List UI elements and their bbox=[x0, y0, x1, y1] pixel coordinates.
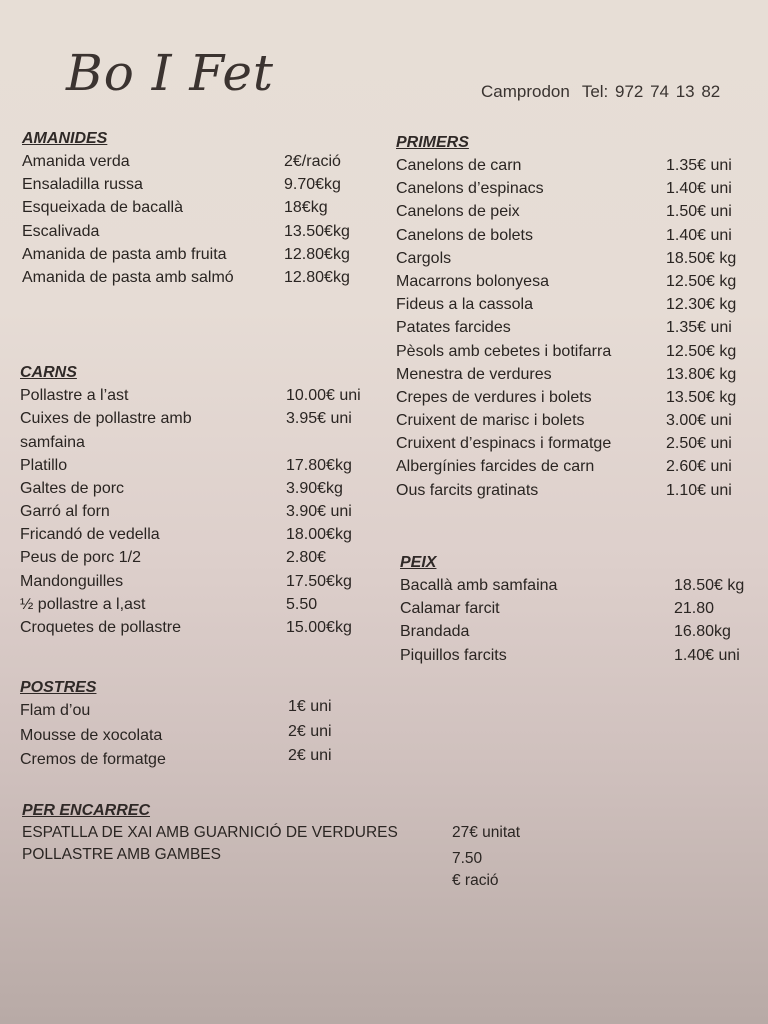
item-name: Ensaladilla russa bbox=[22, 176, 143, 194]
item-price: 15.00€kg bbox=[286, 618, 352, 636]
item-price: 2.50€ uni bbox=[666, 435, 732, 453]
section-amanides bbox=[22, 128, 372, 289]
item-name: Mousse de xocolata bbox=[20, 726, 163, 744]
phone-number: Tel: 972 74 13 82 bbox=[581, 82, 721, 101]
item-price: 3.90€ uni bbox=[286, 502, 352, 520]
item-price: 2.60€ uni bbox=[666, 458, 732, 476]
item-price: 17.50€kg bbox=[286, 572, 352, 590]
item-name: Canelons d’espinacs bbox=[396, 180, 544, 198]
section-title: PER ENCARREC bbox=[22, 802, 151, 819]
item-name: ½ pollastre a l,ast bbox=[20, 595, 146, 613]
item-price: 1.35€ uni bbox=[666, 319, 732, 337]
item-price: 12.80€kg bbox=[284, 268, 350, 286]
menu-item bbox=[20, 500, 370, 523]
section-title: PRIMERS bbox=[396, 134, 469, 151]
item-price: 12.50€ kg bbox=[666, 272, 737, 290]
item-name: Peus de porc 1/2 bbox=[20, 549, 141, 567]
item-name: Brandada bbox=[400, 623, 470, 641]
menu-item bbox=[22, 243, 372, 266]
section-peix bbox=[400, 552, 760, 667]
item-name: Fideus a la cassola bbox=[396, 296, 533, 314]
item-name: Cargols bbox=[396, 249, 452, 267]
item-price: 9.70€kg bbox=[284, 176, 341, 194]
section-primers bbox=[396, 132, 756, 502]
menu-item bbox=[22, 822, 542, 844]
item-price: 5.50 bbox=[286, 595, 318, 613]
menu-item bbox=[396, 386, 756, 409]
item-price: 12.30€ kg bbox=[666, 296, 737, 314]
item-name: Piquillos farcits bbox=[400, 646, 507, 664]
item-name: Canelons de carn bbox=[396, 157, 522, 174]
section-carns bbox=[20, 362, 370, 639]
item-price: 1€ uni bbox=[288, 698, 332, 715]
item-name: Cruixent d’espinacs i formatge bbox=[396, 435, 612, 453]
item-price: 1.40€ uni bbox=[674, 646, 740, 664]
item-name: Ous farcits gratinats bbox=[396, 481, 539, 499]
item-price: 13.50€kg bbox=[284, 222, 350, 240]
item-name: POLLASTRE AMB GAMBES bbox=[22, 846, 221, 863]
section-postres bbox=[20, 677, 370, 773]
item-price: 1.50€ uni bbox=[666, 203, 732, 221]
item-name: Platillo bbox=[20, 456, 68, 474]
item-name: Cuixes de pollastre amb samfaina bbox=[20, 410, 192, 452]
item-price: 2.80€ bbox=[286, 549, 327, 567]
item-name: Canelons de bolets bbox=[396, 226, 533, 244]
item-price: 18.50€ kg bbox=[674, 577, 745, 594]
item-name: Amanida verda bbox=[22, 153, 130, 170]
item-name: Albergínies farcides de carn bbox=[396, 458, 595, 476]
menu-item bbox=[20, 477, 370, 500]
menu-item bbox=[396, 409, 756, 432]
menu-item bbox=[396, 224, 756, 247]
item-price: 27€ unitat bbox=[452, 824, 521, 841]
item-name: Menestra de verdures bbox=[396, 365, 552, 383]
item-price: 7.50 bbox=[452, 850, 483, 867]
menu-item bbox=[20, 570, 370, 593]
item-name: Escalivada bbox=[22, 222, 100, 240]
item-price: 13.50€ kg bbox=[666, 388, 737, 406]
item-name: Canelons de peix bbox=[396, 203, 520, 221]
item-price: 12.50€ kg bbox=[666, 342, 737, 360]
menu-item bbox=[20, 593, 370, 616]
item-name: Galtes de porc bbox=[20, 479, 125, 497]
item-price: 3.95€ uni bbox=[286, 410, 352, 428]
contact-info bbox=[481, 82, 720, 102]
item-name: Croquetes de pollastre bbox=[20, 618, 181, 636]
menu-item bbox=[396, 340, 756, 363]
item-price-unit: € ració bbox=[452, 872, 499, 889]
menu-item bbox=[20, 384, 370, 407]
menu-item bbox=[22, 150, 372, 173]
menu-item bbox=[20, 546, 370, 569]
item-price: 1.40€ uni bbox=[666, 226, 732, 244]
menu-item bbox=[396, 247, 756, 270]
item-name: Patates farcides bbox=[396, 319, 511, 337]
menu-item bbox=[396, 293, 756, 316]
menu-item bbox=[400, 644, 760, 667]
menu-item bbox=[20, 407, 370, 453]
section-title: PEIX bbox=[400, 554, 437, 571]
item-name: Cruixent de marisc i bolets bbox=[396, 412, 585, 430]
menu-item bbox=[396, 177, 756, 200]
item-price: 12.80€kg bbox=[284, 245, 350, 263]
item-price: 1.35€ uni bbox=[666, 157, 732, 174]
item-price: 3.00€ uni bbox=[666, 412, 732, 430]
menu-item bbox=[20, 523, 370, 546]
restaurant-title: Bo I Fet bbox=[66, 44, 275, 102]
menu-item bbox=[396, 432, 756, 455]
menu-item bbox=[22, 196, 372, 219]
item-price: 3.90€kg bbox=[286, 479, 343, 497]
menu-item bbox=[396, 455, 756, 478]
menu-item bbox=[20, 454, 370, 477]
menu-item bbox=[400, 620, 760, 643]
section-per-encarrec bbox=[22, 800, 542, 890]
menu-item bbox=[396, 154, 756, 177]
item-name: Garró al forn bbox=[20, 502, 110, 520]
menu-item bbox=[22, 173, 372, 196]
item-name: Amanida de pasta amb fruita bbox=[22, 245, 227, 263]
item-price: 18.50€ kg bbox=[666, 249, 737, 267]
menu-item bbox=[396, 479, 756, 502]
menu-item bbox=[22, 220, 372, 243]
menu-item bbox=[396, 316, 756, 339]
item-name: Crepes de verdures i bolets bbox=[396, 388, 592, 406]
section-title: CARNS bbox=[20, 364, 77, 381]
item-name: Mandonguilles bbox=[20, 572, 124, 590]
item-price: 2€ uni bbox=[288, 747, 332, 764]
menu-item bbox=[22, 844, 542, 890]
item-price: 2€/ració bbox=[284, 153, 341, 170]
menu-item bbox=[396, 363, 756, 386]
menu-item bbox=[400, 597, 760, 620]
item-price: 2€ uni bbox=[288, 722, 332, 740]
menu-item bbox=[20, 748, 370, 773]
menu-item bbox=[20, 616, 370, 639]
item-price: 10.00€ uni bbox=[286, 387, 361, 404]
item-name: Pèsols amb cebetes i botifarra bbox=[396, 342, 612, 360]
item-price: 13.80€ kg bbox=[666, 365, 737, 383]
item-price: 16.80kg bbox=[674, 623, 731, 641]
menu-item bbox=[400, 574, 760, 597]
item-price: 18€kg bbox=[284, 199, 328, 217]
menu-item bbox=[22, 266, 372, 289]
item-name: Esqueixada de bacallà bbox=[22, 199, 184, 217]
menu-item bbox=[396, 200, 756, 223]
item-name: Flam d’ou bbox=[20, 702, 91, 719]
item-name: Macarrons bolonyesa bbox=[396, 272, 549, 290]
item-price: 1.10€ uni bbox=[666, 481, 732, 499]
item-name: Pollastre a l’ast bbox=[20, 387, 129, 404]
item-name: Amanida de pasta amb salmó bbox=[22, 268, 234, 286]
item-price: 21.80 bbox=[674, 600, 715, 618]
section-title: POSTRES bbox=[20, 679, 97, 696]
item-name: Bacallà amb samfaina bbox=[400, 577, 558, 594]
menu-item bbox=[396, 270, 756, 293]
item-price: 1.40€ uni bbox=[666, 180, 732, 198]
item-name: ESPATLLA DE XAI AMB GUARNICIÓ DE VERDURES bbox=[22, 824, 398, 841]
item-name: Calamar farcit bbox=[400, 600, 500, 618]
item-name: Cremos de formatge bbox=[20, 751, 166, 768]
item-price: 18.00€kg bbox=[286, 526, 352, 544]
item-price: 17.80€kg bbox=[286, 456, 352, 474]
location: Camprodon bbox=[481, 82, 570, 101]
section-title: AMANIDES bbox=[22, 130, 108, 147]
item-name: Fricandó de vedella bbox=[20, 526, 160, 544]
